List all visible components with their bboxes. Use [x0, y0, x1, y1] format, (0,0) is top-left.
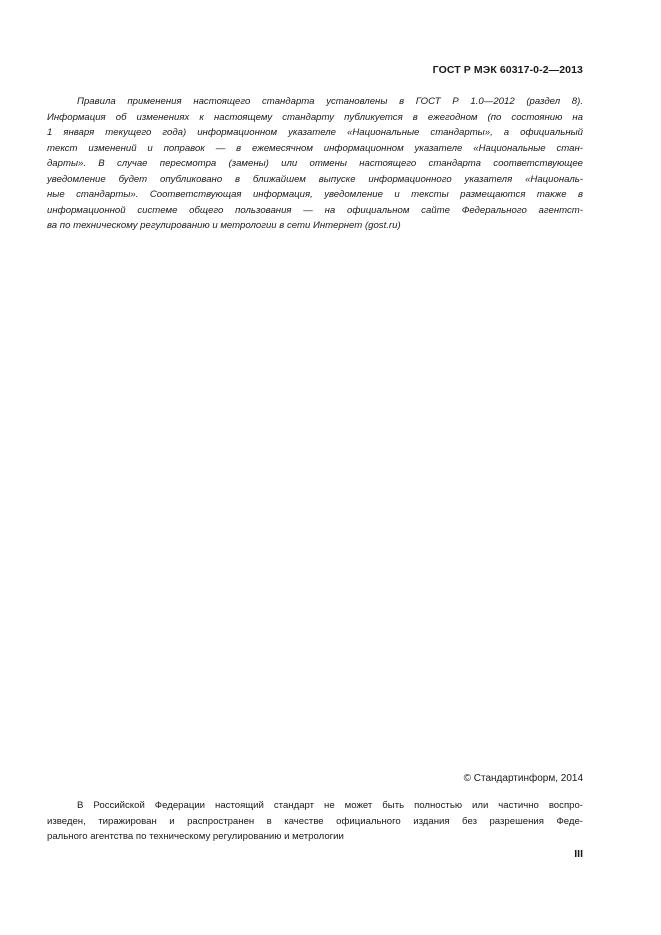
page-number: III: [574, 848, 583, 860]
publication-notice: [47, 94, 583, 234]
notice-line: ные стандарты». Соответствующая информация, уведомление и тексты размещаются также в: [47, 189, 583, 200]
reproduction-rights-notice: [47, 798, 583, 845]
notice-line: Информация об изменениях к настоящему стандарту публикуется в ежегодном (по состоянию на: [47, 111, 583, 123]
notice-line: ва по техническому регулированию и метрологии в сети Интернет (gost.ru): [47, 220, 401, 231]
notice-line: Правила применения настоящего стандарта установлены в ГОСТ Р 1.0—2012 (раздел 8).: [77, 96, 583, 107]
notice-line: текст изменений и поправок — в ежемесячном информационном указателе «Национальные стан-: [47, 142, 583, 154]
rights-line: В Российской Федерации настоящий стандарт не может быть полностью или частично воспро-: [77, 800, 583, 811]
notice-line: дарты». В случае пересмотра (замены) или отмены настоящего стандарта соответствующее: [47, 158, 583, 169]
notice-line: информационной системе общего пользования — на официальном сайте Федерального агентст-: [47, 204, 583, 216]
notice-line: 1 января текущего года) информационном указателе «Национальные стандарты», а официальный: [47, 127, 583, 138]
rights-line: рального агентства по техническому регулированию и метрологии: [47, 831, 344, 842]
document-code-header: ГОСТ Р МЭК 60317-0-2—2013: [432, 64, 583, 76]
rights-line: изведен, тиражирован и распространен в качестве официального издания без разрешения Феде-: [47, 815, 583, 827]
notice-line: уведомление будет опубликовано в ближайшем выпуске информационного указателя «Националь-: [47, 173, 583, 185]
copyright-notice: © Стандартинформ, 2014: [463, 773, 583, 784]
